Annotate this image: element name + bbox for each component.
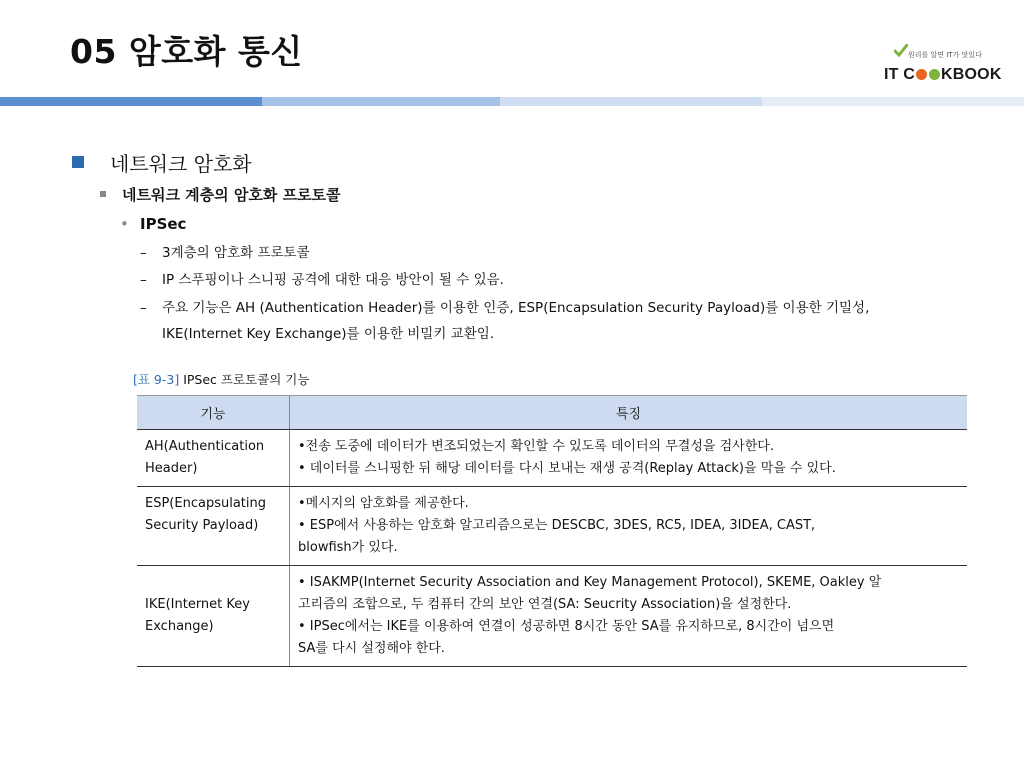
table-caption-number: [표 9-3] — [133, 372, 180, 387]
function-name: ESP(Encapsulating — [145, 496, 266, 511]
divider-segment-2 — [262, 97, 500, 106]
checkmark-icon — [894, 44, 908, 58]
logo-brand-right: KBOOK — [941, 66, 1002, 83]
feature-line: blowfish가 있다. — [298, 540, 398, 555]
it-cookbook-logo — [884, 50, 1008, 90]
table-header-row — [137, 396, 967, 430]
table-caption — [133, 370, 309, 388]
logo-dot-green — [929, 69, 940, 80]
divider-segment-1 — [0, 97, 262, 106]
function-cell — [137, 566, 290, 667]
header-function: 기능 — [137, 396, 290, 430]
function-name: Exchange) — [145, 619, 214, 634]
divider-segment-4 — [762, 97, 1024, 106]
logo-tagline: 원리를 알면 IT가 맛있다 — [908, 51, 982, 59]
function-cell — [137, 487, 290, 566]
feature-line: • 데이터를 스니핑한 뒤 해당 데이터를 다시 보내는 재생 공격(Replay Attack)을 막을 수 있다. — [298, 461, 836, 476]
slide-title: 05 암호화 통신 — [70, 32, 303, 71]
dash-bullet: – — [140, 245, 147, 261]
feature-cell — [290, 566, 968, 667]
dash-bullet: – — [140, 272, 147, 288]
table-caption-text: IPSec 프로토콜의 기능 — [183, 372, 310, 387]
feature-line: • IPSec에서는 IKE를 이용하여 연결이 성공하면 8시간 동안 SA를 유지하므로, 8시간이 넘으면 — [298, 619, 835, 634]
function-name: Header) — [145, 461, 198, 476]
function-name: IKE(Internet Key — [145, 597, 250, 612]
function-name: AH(Authentication — [145, 439, 265, 454]
dash-bullet: – — [140, 300, 147, 316]
square-bullet-icon — [72, 156, 84, 168]
item-text: IKE(Internet Key Exchange)를 이용한 비밀키 교환임. — [162, 326, 495, 342]
logo-dot-orange — [916, 69, 927, 80]
feature-cell — [290, 487, 968, 566]
feature-cell — [290, 430, 968, 487]
dot-bullet-icon: • — [120, 215, 129, 233]
feature-line: •전송 도중에 데이터가 변조되었는지 확인할 수 있도록 데이터의 무결성을 검사한다. — [298, 439, 774, 454]
function-cell — [137, 430, 290, 487]
header-divider-bars — [0, 97, 1024, 106]
item-text: IP 스푸핑이나 스니핑 공격에 대한 대응 방안이 될 수 있음. — [162, 272, 504, 288]
level2-text: 네트워크 계층의 암호화 프로토콜 — [122, 186, 341, 204]
table-row — [137, 566, 967, 667]
feature-line: • ISAKMP(Internet Security Association and Key Management Protocol), SKEME, Oakley 알 — [298, 575, 882, 590]
item-text: 주요 기능은 AH (Authentication Header)를 이용한 인증, ESP(Encapsulation Security Payload)를 이용한 기밀성, — [162, 300, 870, 316]
function-name: Security Payload) — [145, 518, 259, 533]
header-feature: 특징 — [290, 396, 968, 430]
feature-line: • ESP에서 사용하는 암호화 알고리즘으로는 DESCBC, 3DES, RC5, IDEA, 3IDEA, CAST, — [298, 518, 816, 533]
table-row — [137, 430, 967, 487]
small-square-bullet-icon — [100, 191, 106, 197]
divider-segment-3 — [500, 97, 762, 106]
ipsec-functions-table — [137, 395, 967, 667]
level3-text: IPSec — [140, 215, 187, 233]
feature-line: 고리즘의 조합으로, 두 컴퓨터 간의 보안 연결(SA: Seucrity Association)을 설정한다. — [298, 597, 792, 612]
table-row — [137, 487, 967, 566]
level1-text: 네트워크 암호화 — [110, 152, 252, 176]
logo-brand-left: IT C — [884, 66, 916, 83]
logo-wordmark — [884, 66, 1002, 84]
item-text: 3계층의 암호화 프로토콜 — [162, 245, 310, 261]
feature-line: SA를 다시 설정해야 한다. — [298, 641, 445, 656]
feature-line: •메시지의 암호화를 제공한다. — [298, 496, 469, 511]
